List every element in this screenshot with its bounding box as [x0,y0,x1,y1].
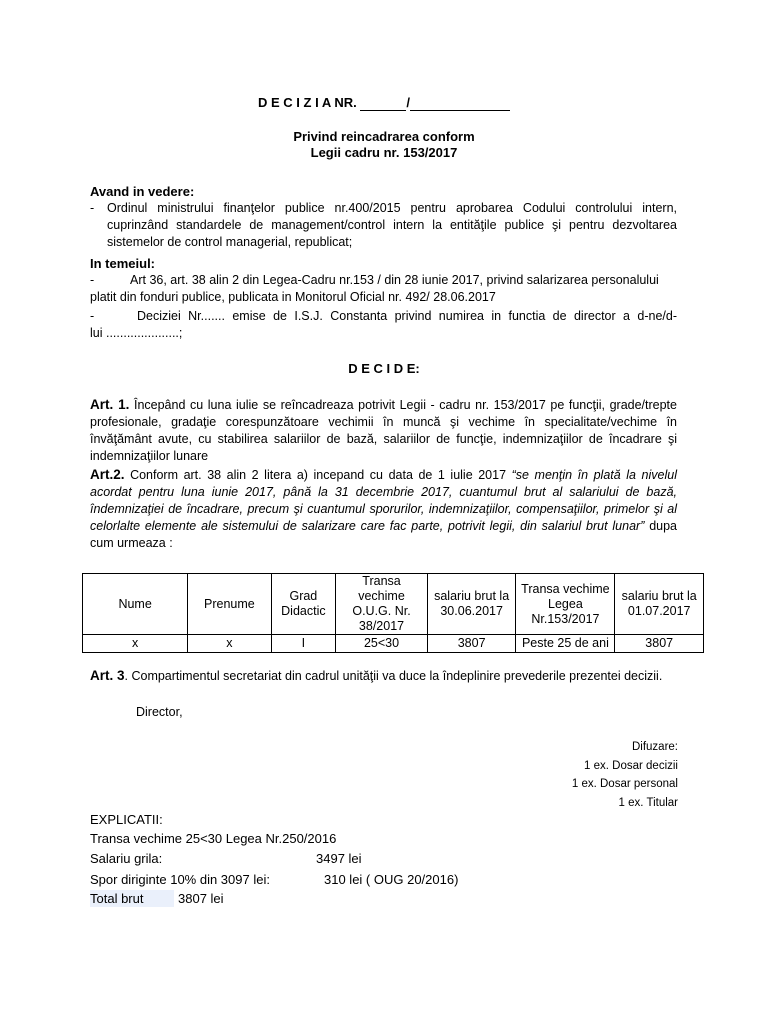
temei-item-2-line-1: Deciziei Nr....... emise de I.S.J. Constanta privind numirea in functia de director a d-ne/d- [137,309,677,323]
table-row [83,635,704,653]
avand-item-1: Ordinul ministrului finanţelor publice nr.400/2015 pentru aprobarea Codului controlului intern, cuprinzând standardele de management/control intern la entităţile publice şi pentru dezvoltarea sistemelor de control managerial, republicat; [107,201,677,249]
temei-item-1-line-1: Art 36, art. 38 alin 2 din Legea-Cadru nr.153 / din 28 iunie 2017, privind salarizarea personalului [130,273,659,287]
table-header-cell: Nume [83,574,188,635]
difuzare-block [480,738,678,812]
spor-value: 310 lei ( OUG 20/2016) [324,872,459,887]
art1-paragraph [90,396,677,465]
decision-title [0,95,768,111]
decision-separator: / [406,95,410,110]
table-header-cell: Grad Didactic [271,574,336,635]
avand-dash: - [90,201,95,215]
salariu-grila-value: 3497 lei [316,851,362,866]
salary-table [82,573,704,653]
difuzare-item: 1 ex. Dosar decizii [584,759,678,772]
art3-paragraph [90,667,662,685]
decide-heading: D E C I D E: [348,361,420,376]
difuzare-heading: Difuzare: [631,741,678,753]
art2-quote: “se menţin în plată la nivelul acordat pentru luna iunie 2017, până la 31 decembrie 2017, cuantumul brut al salariului de bază, îndemnizaţiei de încadrare, precum şi cuantumul sporurilor, indemnizaţiilor, compensaţiilor, primelor şi al celorlalte elemente ale sistemului de salarizare care fac parte, potrivit legii, din salariul brut lunar” [90,468,677,533]
art3-label: Art. 3 [90,668,125,683]
temei-dash-1: - [90,273,95,287]
spor-label: Spor diriginte 10% din 3097 lei: [90,872,270,887]
total-value: 3807 lei [178,891,224,906]
table-cell: x [83,635,188,653]
difuzare-item: 1 ex. Titular [618,796,678,809]
explicatii-heading: EXPLICATII: [90,812,163,827]
explicatii-line-1: Transa vechime 25<30 Legea Nr.250/2016 [90,831,337,846]
avand-heading: Avand in vedere: [90,184,195,199]
total-label: Total brut [90,890,174,907]
temei-item-1-line-2: platit din fonduri publice, publicata in Monitorul Oficial nr. 492/ 28.06.2017 [90,290,496,304]
director-label: Director, [136,705,183,719]
temei-heading: In temeiul: [90,256,156,271]
table-header-row [83,574,704,635]
art2-intro: Conform art. 38 alin 2 litera a) incepand cu data de 1 iulie 2017 [130,468,507,482]
table-header-cell: Transa vechime O.U.G. Nr. 38/2017 [336,574,428,635]
art3-text: . Compartimentul secretariat din cadrul unităţii va duce la îndeplinire prevederile prezentei decizii. [124,669,663,683]
table-cell: 3807 [615,635,704,653]
decision-number-blank [360,95,406,111]
table-cell: I [271,635,336,653]
table-header-cell: Prenume [188,574,271,635]
decision-label: D E C I Z I A NR. [258,95,357,110]
art1-label: Art. 1. [90,397,130,412]
difuzare-item: 1 ex. Dosar personal [571,778,678,790]
table-header-cell: salariu brut la 30.06.2017 [427,574,516,635]
table-header-cell: Transa vechime Legea Nr.153/2017 [516,574,615,635]
subject-line-2: Legii cadru nr. 153/2017 [310,145,458,160]
table-cell: Peste 25 de ani [516,635,615,653]
table-cell: x [188,635,271,653]
temei-dash-2: - [90,309,95,323]
table-header-cell: salariu brut la 01.07.2017 [615,574,704,635]
art2-paragraph [90,466,677,552]
art1-text: Începând cu luna iulie se reîncadreaza potrivit Legii - cadru nr. 153/2017 pe funcţii, grade/trepte profesionale, gradaţie corespunzătoare vechimii în muncă şi vechime în specialitate/vechime în învăţământ avute, cu stabilirea salariilor de bază, salariilor de funcţie, indemnizaţiilor de încadrare şi indemnizaţiilor lunare [90,398,677,463]
subject-line-1: Privind reincadrarea conform [293,129,475,144]
table-cell: 3807 [427,635,516,653]
table-cell: 25<30 [336,635,428,653]
art2-label: Art.2. [90,467,125,482]
temei-item-2-line-2: lui .....................; [90,326,183,340]
decision-date-blank [410,95,510,111]
salariu-grila-label: Salariu grila: [90,851,163,866]
art2-tail: dupa cum urmeaza : [90,519,677,550]
